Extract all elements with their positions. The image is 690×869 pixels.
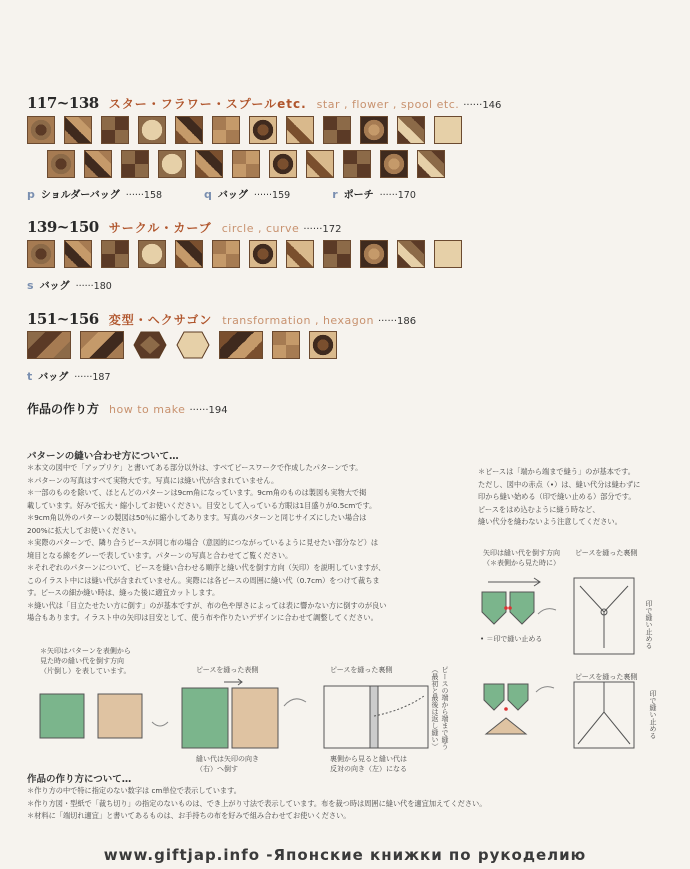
pattern-thumbnail (84, 150, 112, 178)
pattern-thumbnail (138, 116, 166, 144)
stop-vertical-2: 印で縫い止める (649, 690, 657, 739)
pattern-thumbnail (195, 150, 223, 178)
pattern-thumbnail (121, 150, 149, 178)
note-line: す。ピースの細か縫い時は、縫った後に適宜カットします。 (27, 588, 220, 597)
note-line: ＊縫い代は「目立たせたい方に倒す」のが基本ですが、布の色や厚さによっては表に響かない方に倒すのが良い (27, 600, 387, 610)
pattern-thumbnail (249, 116, 277, 144)
section-page: ······186 (377, 316, 417, 327)
section-header-circle (27, 218, 342, 236)
pattern-thumbnail (27, 240, 55, 268)
section-title-en: star , flower , spool etc. (316, 98, 460, 111)
back-caption: 裏側から見ると縫い代は 反対の向き（左）になる (330, 755, 407, 773)
pattern-thumbnail (380, 150, 408, 178)
section-title-jp: サークル・カーブ (108, 221, 212, 235)
pattern-thumbnail (343, 150, 371, 178)
section-range: 117~138 (27, 94, 99, 112)
pattern-thumbnail (360, 116, 388, 144)
note-line: ＊パターンの写真はすべて実物大です。写真には縫い代が含まれていません。 (27, 475, 279, 485)
section-range: 151~156 (27, 310, 99, 328)
left-diagrams (36, 676, 466, 766)
pattern-thumbnail (219, 331, 263, 359)
item-page: ······180 (75, 281, 112, 292)
note-line: 200%に拡大してお使いください。 (27, 525, 141, 535)
front-label: ピースを縫った表側 (196, 666, 259, 674)
note-line: ＊本文の図中で「アップリケ」と書いてある部分以外は、すべてピースワークで作成したパターンです。 (27, 463, 363, 472)
pattern-thumbnail (212, 116, 240, 144)
pattern-thumbnail (434, 240, 462, 268)
section-title-en: circle , curve (221, 222, 300, 235)
vertical-note: ピースの端から端まで縫う （最初と最後は返し縫い） (431, 666, 449, 750)
pattern-thumbnail (27, 331, 71, 359)
item-label: バッグ (39, 281, 70, 292)
pattern-thumbnail (286, 116, 314, 144)
pattern-thumbnail (175, 240, 203, 268)
howto-notes-title: 作品の作り方について… (27, 774, 132, 785)
left-arrow-note: ＊矢印はパターンを表側から 見た時の縫い代を倒す方向 （片倒し）を表しています。 (40, 647, 131, 675)
note-line: 境目となる線をグレーで表しています。パターンの写真と合わせてご覧ください。 (27, 550, 293, 560)
pattern-thumbnail (417, 150, 445, 178)
notes-title: パターンの縫い合わせ方について… (27, 451, 179, 462)
back-label: ピースを縫った裏側 (330, 666, 393, 674)
item-list-pqr (27, 186, 416, 201)
pattern-thumbnail (232, 150, 260, 178)
section-title-en: transformation , hexagon (222, 314, 374, 327)
item-label: ポーチ (343, 190, 374, 201)
pattern-thumbnail (286, 240, 314, 268)
item-page: ······170 (379, 190, 416, 201)
pattern-thumbnails-row-1 (27, 116, 462, 144)
pattern-thumbnail (27, 116, 55, 144)
item-label: ショルダーバッグ (40, 190, 120, 201)
note-line: ＊9cm角以外のパターンの製図は50％に縮小してあります。写真のパターンと同じサイズにしたい場合は (27, 513, 367, 522)
note-line: ＊作り方の中で特に指定のない数字は cm単位で表示しています。 (27, 786, 241, 795)
pattern-thumbnail (309, 331, 337, 359)
note-line: 場合もあります。イラスト中の矢印は目安として、使う布や作りたいデザインに合わせて調整してください。 (27, 613, 378, 622)
pattern-thumbnail (80, 331, 124, 359)
howto-title-jp: 作品の作り方 (27, 402, 100, 416)
pattern-thumbnail (323, 240, 351, 268)
item-list-s (27, 277, 112, 292)
front-caption: 縫い代は矢印の向き （右）へ倒す (196, 755, 259, 773)
pattern-thumbnail (249, 240, 277, 268)
howto-title-en: how to make (109, 403, 186, 416)
pattern-thumbnails-row-3 (27, 240, 462, 268)
pattern-thumbnail (272, 331, 300, 359)
note-line: ただし、図中の赤点（•）は、縫い代分は縫わずに (478, 479, 641, 489)
notes-right-body (478, 466, 640, 529)
item-label: バッグ (38, 372, 69, 383)
pattern-thumbnail (64, 240, 92, 268)
pattern-thumbnail (64, 116, 92, 144)
pattern-thumbnail (269, 150, 297, 178)
pattern-thumbnail (176, 331, 210, 359)
stop-mark-legend: • ＝印で縫い止める (480, 635, 543, 643)
note-line: ＊一部のものを除いて、ほとんどのパターンは9cm角になっています。9cm角のものは製図も実物大で掲 (27, 488, 367, 497)
stop-vertical: 印で縫い止める (645, 600, 653, 649)
footer-watermark: www.giftjap.info -Японские книжки по рукоделию (103, 846, 587, 864)
item-page: ······187 (74, 372, 111, 383)
pattern-thumbnail (212, 240, 240, 268)
note-line: ＊作り方図・型紙で「裁ち切り」の指定のないものは、でき上がり寸法で表示しています。布を裁つ時は周囲に縫い代を適宜加えてください。 (27, 798, 487, 808)
note-line: 印から縫い始める（印で縫い止める）部分です。 (478, 492, 636, 501)
note-line: 縫い代分を縫わないよう注意してください。 (478, 517, 622, 526)
pattern-thumbnails-row-4 (27, 331, 337, 359)
section-page: ······146 (463, 100, 502, 111)
pattern-thumbnails-row-2 (47, 150, 445, 178)
item-label: バッグ (217, 190, 248, 201)
note-line: ＊材料に「端切れ適宜」と書いてあるものは、お手持ちの布を好みで組み合わせてお使いください。 (27, 811, 351, 820)
section-range: 139~150 (27, 218, 99, 236)
pattern-thumbnail (138, 240, 166, 268)
pattern-thumbnail (101, 240, 129, 268)
note-line: このイラスト中には縫い代が含まれていません。実際には各ピースの周囲に縫い代（0.7cm）をつけて裁ちま (27, 575, 380, 585)
pattern-thumbnail (434, 116, 462, 144)
arrow-note: 矢印は縫い代を倒す方向 （＊表側から見た時に） (483, 549, 560, 567)
item-page: ······158 (125, 190, 163, 201)
note-line: ＊実際のパターンで、隣り合うピースが同じ布の場合（意図的につながっているように見せたい部分など）は (27, 538, 379, 547)
back-label-1: ピースを縫った裏側 (575, 549, 638, 557)
pattern-thumbnail (360, 240, 388, 268)
pattern-thumbnail (323, 116, 351, 144)
section-header-star (27, 94, 501, 112)
section-title-jp: スター・フラワー・スプールetc. (108, 97, 307, 111)
howto-page: ······194 (189, 405, 228, 416)
pattern-thumbnail (175, 116, 203, 144)
pattern-thumbnail (158, 150, 186, 178)
pattern-thumbnail (397, 116, 425, 144)
note-line: 載しています。好みで拡大・縮小してお使いください。目安として入っている方眼は1目盛りが0.5cmです。 (27, 500, 377, 510)
section-header-howto (27, 400, 228, 417)
section-title-jp: 変型・ヘクサゴン (108, 313, 213, 327)
pattern-thumbnail (306, 150, 334, 178)
section-page: ······172 (303, 224, 342, 235)
notes-body (27, 462, 386, 625)
pattern-thumbnail (47, 150, 75, 178)
note-line: ＊それぞれのパターンについて、ピースを縫い合わせる順序と縫い代を倒す方向（矢印）を説明していますが、 (27, 563, 386, 572)
item-letter: t (27, 370, 33, 383)
back-label-2: ピースを縫った裏側 (575, 673, 638, 681)
item-letter: p (27, 188, 35, 201)
pattern-thumbnail (101, 116, 129, 144)
item-letter: q (204, 188, 212, 201)
pattern-thumbnail (133, 331, 167, 359)
howto-notes-body (27, 785, 486, 823)
pattern-thumbnail (397, 240, 425, 268)
item-list-t (27, 368, 111, 383)
item-letter: s (27, 279, 34, 292)
right-diagrams (478, 572, 658, 752)
note-line: ピースをはめ込むように縫う時など、 (478, 504, 600, 514)
item-page: ······159 (253, 190, 291, 201)
item-letter: r (332, 188, 338, 201)
note-line: ＊ピースは「端から端まで縫う」のが基本です。 (478, 467, 635, 476)
section-header-hexagon (27, 310, 416, 328)
